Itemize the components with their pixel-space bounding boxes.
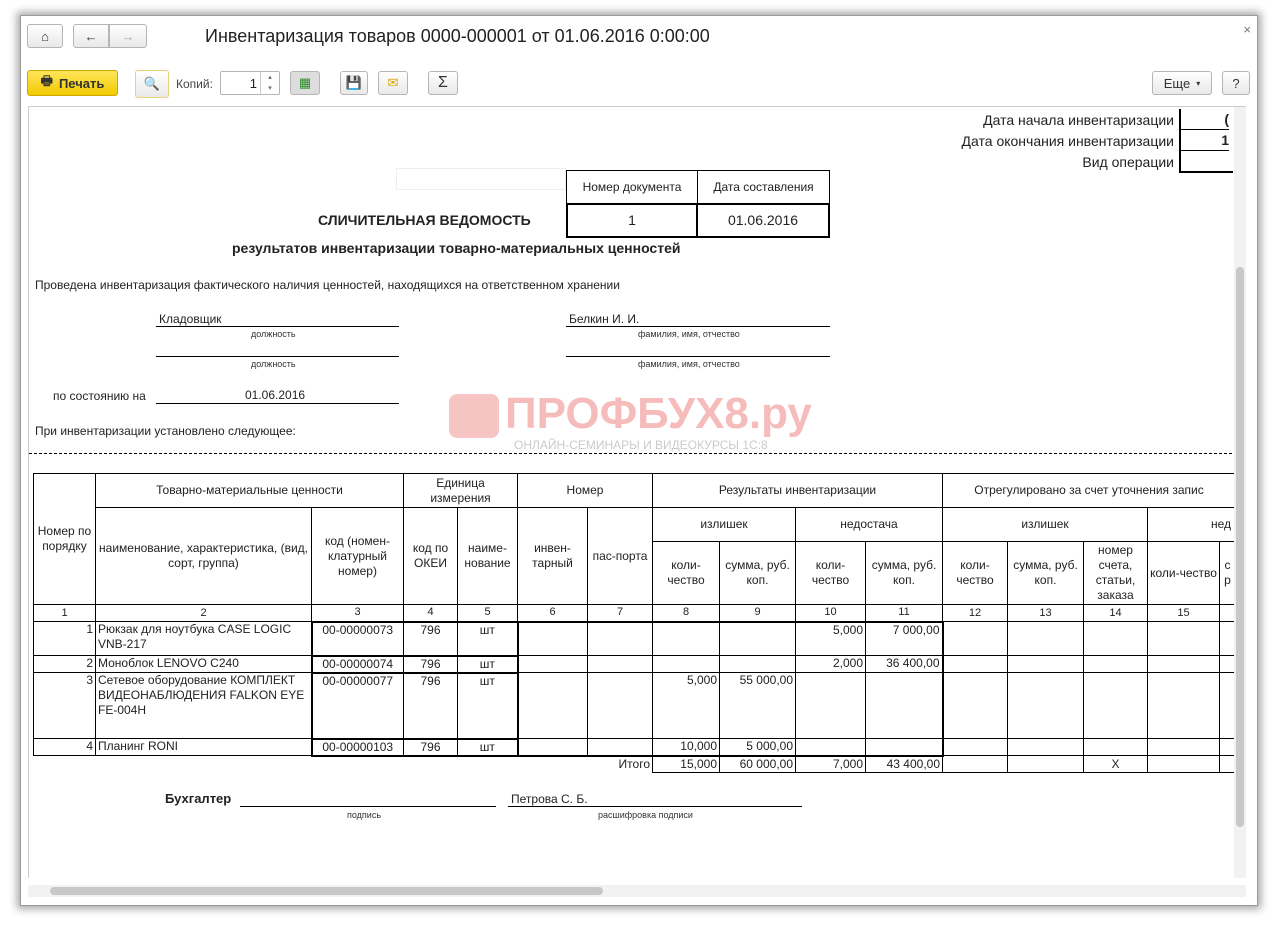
name-caption: фамилия, имя, отчество xyxy=(638,329,740,339)
empty-cell xyxy=(1148,739,1220,756)
column-number: 15 xyxy=(1148,605,1220,622)
header-qty: коли-чество xyxy=(653,542,720,605)
total-surplus-sum: 60 000,00 xyxy=(720,756,796,773)
header-sum: сумма, руб. коп. xyxy=(1008,542,1084,605)
cell-n: 4 xyxy=(34,739,96,756)
top-values: ( 1 xyxy=(1179,109,1233,173)
cell-okei: 796 xyxy=(404,739,458,756)
document-title: СЛИЧИТЕЛЬНАЯ ВЕДОМОСТЬ xyxy=(318,212,531,228)
cell-name: Планинг RONI xyxy=(96,739,312,756)
cell-ss xyxy=(720,656,796,673)
cell-sq xyxy=(653,622,720,656)
cell-sq: 5,000 xyxy=(653,673,720,739)
total-shortage-qty: 7,000 xyxy=(796,756,866,773)
position-caption: должность xyxy=(251,329,296,339)
table-row xyxy=(34,656,1236,673)
arrow-right-icon: → xyxy=(121,28,135,44)
column-number: 11 xyxy=(866,605,943,622)
close-button[interactable]: × xyxy=(1243,22,1251,37)
position-caption-2: должность xyxy=(251,359,296,369)
empty-cell xyxy=(1008,622,1084,656)
save-button[interactable] xyxy=(340,71,368,95)
header-nomer: Номер xyxy=(518,474,653,508)
cell-okei: 796 xyxy=(404,656,458,673)
header-shortage: недостача xyxy=(796,508,943,542)
cell-name: Рюкзак для ноутбука CASE LOGIC VNB-217 xyxy=(96,622,312,656)
total-shortage-sum: 43 400,00 xyxy=(866,756,943,773)
as-of-date: 01.06.2016 xyxy=(245,388,306,402)
cell-n: 2 xyxy=(34,656,96,673)
column-number: 12 xyxy=(943,605,1008,622)
established-text: При инвентаризации установлено следующее: xyxy=(35,424,296,438)
document-subtitle: результатов инвентаризации товарно-материальных ценностей xyxy=(232,240,681,256)
cell-shq xyxy=(796,673,866,739)
header-okei: код по ОКЕИ xyxy=(404,508,458,605)
home-icon: ⌂ xyxy=(41,28,49,44)
vertical-scrollbar[interactable] xyxy=(1234,107,1246,878)
arrow-left-icon: ← xyxy=(84,28,98,44)
cell-n: 3 xyxy=(34,673,96,739)
cell-sq xyxy=(653,656,720,673)
cell-shs xyxy=(866,739,943,756)
header-tmc: Товарно-материальные ценности xyxy=(96,474,404,508)
header-unit-name: наиме-нование xyxy=(458,508,518,605)
preview-button[interactable] xyxy=(135,70,169,98)
home-button[interactable] xyxy=(27,24,63,48)
cell-ss xyxy=(720,622,796,656)
printer-icon: 🖶 xyxy=(40,73,53,88)
column-number: 10 xyxy=(796,605,866,622)
empty-cell xyxy=(518,673,588,739)
copies-input[interactable]: 1 xyxy=(220,71,280,95)
envelope-icon: ✉ xyxy=(387,75,399,90)
empty-cell xyxy=(518,622,588,656)
empty-cell xyxy=(588,622,653,656)
empty-cell xyxy=(588,739,653,756)
table-row xyxy=(34,673,1236,739)
cell-unit: шт xyxy=(458,739,518,756)
decode-caption: расшифровка подписи xyxy=(598,810,693,820)
cell-name: Моноблок LENOVO C240 xyxy=(96,656,312,673)
empty-cell xyxy=(518,739,588,756)
cell-name: Сетевое оборудование КОМПЛЕКТ ВИДЕОНАБЛЮДЕНИЯ FALKON EYE FE-004H xyxy=(96,673,312,739)
print-button[interactable]: 🖶 Печать xyxy=(27,70,118,96)
sigma-icon: Σ xyxy=(438,74,448,91)
table-row xyxy=(34,622,1236,656)
column-number: 14 xyxy=(1084,605,1148,622)
name-caption-2: фамилия, имя, отчество xyxy=(638,359,740,369)
header-sum: с р xyxy=(1220,542,1236,605)
cell-ss: 55 000,00 xyxy=(720,673,796,739)
cell-code: 00-00000103 xyxy=(312,739,404,756)
intro-text: Проведена инвентаризация фактического наличия ценностей, находящихся на ответственном хранении xyxy=(35,278,620,292)
header-shortage-adj: нед xyxy=(1148,508,1236,542)
header-pass: пас-порта xyxy=(588,508,653,605)
empty-cell xyxy=(943,622,1008,656)
horizontal-scrollbar[interactable] xyxy=(28,885,1246,897)
cell-n: 1 xyxy=(34,622,96,656)
empty-cell xyxy=(588,656,653,673)
column-number: 7 xyxy=(588,605,653,622)
cell-code: 00-00000077 xyxy=(312,673,404,739)
header-sum: сумма, руб. коп. xyxy=(720,542,796,605)
empty-cell xyxy=(1008,656,1084,673)
header-name: наименование, характеристика, (вид, сорт, группа) xyxy=(96,508,312,605)
edit-table-button[interactable] xyxy=(290,71,320,95)
header-inv: инвен-тарный xyxy=(518,508,588,605)
empty-cell xyxy=(396,168,566,190)
total-row xyxy=(34,756,1236,773)
cell-unit: шт xyxy=(458,673,518,739)
empty-cell xyxy=(1084,673,1148,739)
header-results: Результаты инвентаризации xyxy=(653,474,943,508)
cell-unit: шт xyxy=(458,656,518,673)
cell-shq: 5,000 xyxy=(796,622,866,656)
cell-shs: 36 400,00 xyxy=(866,656,943,673)
report-window xyxy=(20,15,1258,906)
column-number: 5 xyxy=(458,605,518,622)
header-code: код (номен-клатурный номер) xyxy=(312,508,404,605)
top-labels: Дата начала инвентаризации Дата окончания инвентаризации Вид операции xyxy=(961,112,1174,170)
column-number: 2 xyxy=(96,605,312,622)
cell-shs xyxy=(866,673,943,739)
watermark-logo: ПРОФБУХ8.ру xyxy=(449,391,812,438)
copies-stepper[interactable]: ▴ ▾ xyxy=(260,72,279,94)
help-button[interactable]: ? xyxy=(1222,71,1250,95)
empty-cell xyxy=(1148,673,1220,739)
column-number: 1 xyxy=(34,605,96,622)
column-number: 4 xyxy=(404,605,458,622)
as-of-label: по состоянию на xyxy=(53,389,146,403)
cell-shq: 2,000 xyxy=(796,656,866,673)
header-acct: номер счета, статьи, заказа xyxy=(1084,542,1148,605)
position-value: Кладовщик xyxy=(159,312,222,326)
cell-code: 00-00000073 xyxy=(312,622,404,656)
header-sum: сумма, руб. коп. xyxy=(866,542,943,605)
header-qty: коли-чество xyxy=(796,542,866,605)
email-button[interactable] xyxy=(378,71,408,95)
empty-cell xyxy=(943,673,1008,739)
empty-cell xyxy=(1008,673,1084,739)
doc-number-box: Номер документа Дата составления 1 01.06.2016 xyxy=(566,170,830,240)
empty-cell xyxy=(1008,739,1084,756)
empty-cell xyxy=(943,739,1008,756)
column-number: 13 xyxy=(1008,605,1084,622)
empty-cell xyxy=(1084,656,1148,673)
empty-cell xyxy=(1148,622,1220,656)
cell-sq: 10,000 xyxy=(653,739,720,756)
cell-code: 00-00000074 xyxy=(312,656,404,673)
name-value: Белкин И. И. xyxy=(569,312,640,326)
cell-okei: 796 xyxy=(404,673,458,739)
vertical-scroll-thumb[interactable] xyxy=(1236,267,1244,827)
column-number: 6 xyxy=(518,605,588,622)
total-surplus-qty: 15,000 xyxy=(653,756,720,773)
floppy-icon: 💾 xyxy=(345,75,363,90)
header-qty: коли-чество xyxy=(943,542,1008,605)
inventory-table xyxy=(33,473,1236,773)
header-unit: Единица измерения xyxy=(404,474,518,508)
empty-cell xyxy=(1084,622,1148,656)
back-button[interactable] xyxy=(73,24,109,48)
empty-cell xyxy=(943,656,1008,673)
chevron-down-icon: ▾ xyxy=(1196,78,1201,88)
table-edit-icon: ▦ xyxy=(298,75,312,90)
header-qty: коли-чество xyxy=(1148,542,1220,605)
header-surplus-adj: излишек xyxy=(943,508,1148,542)
header-surplus: излишек xyxy=(653,508,796,542)
empty-cell xyxy=(1148,656,1220,673)
spreadsheet-document xyxy=(28,106,1246,878)
column-number: 3 xyxy=(312,605,404,622)
sign-caption: подпись xyxy=(347,810,382,820)
cell-okei: 796 xyxy=(404,622,458,656)
column-number: 9 xyxy=(720,605,796,622)
preview-icon: 🔍 xyxy=(143,76,161,91)
copies-label: Копий: xyxy=(176,77,213,91)
watermark-subtitle: ОНЛАЙН-СЕМИНАРЫ И ВИДЕОКУРСЫ 1С:8 xyxy=(514,438,768,452)
accountant-name: Петрова С. Б. xyxy=(511,792,588,806)
header-adjusted: Отрегулировано за счет уточнения запис xyxy=(943,474,1236,508)
cell-unit: шт xyxy=(458,622,518,656)
cell-shq xyxy=(796,739,866,756)
horizontal-scroll-thumb[interactable] xyxy=(50,887,603,895)
empty-cell xyxy=(588,673,653,739)
cell-ss: 5 000,00 xyxy=(720,739,796,756)
forward-button[interactable] xyxy=(109,24,147,48)
cell-shs: 7 000,00 xyxy=(866,622,943,656)
more-button[interactable]: Еще ▾ xyxy=(1152,71,1212,95)
accountant-label: Бухгалтер xyxy=(165,791,232,806)
total-label: Итого xyxy=(588,756,653,773)
total-acct: X xyxy=(1084,756,1148,773)
header-num: Номер по порядку xyxy=(34,474,96,605)
table-row xyxy=(34,739,1236,756)
empty-cell xyxy=(518,656,588,673)
empty-cell xyxy=(1084,739,1148,756)
column-number: 8 xyxy=(653,605,720,622)
sum-button[interactable] xyxy=(428,71,458,95)
window-title: Инвентаризация товаров 0000-000001 от 01.06.2016 0:00:00 xyxy=(205,26,710,46)
